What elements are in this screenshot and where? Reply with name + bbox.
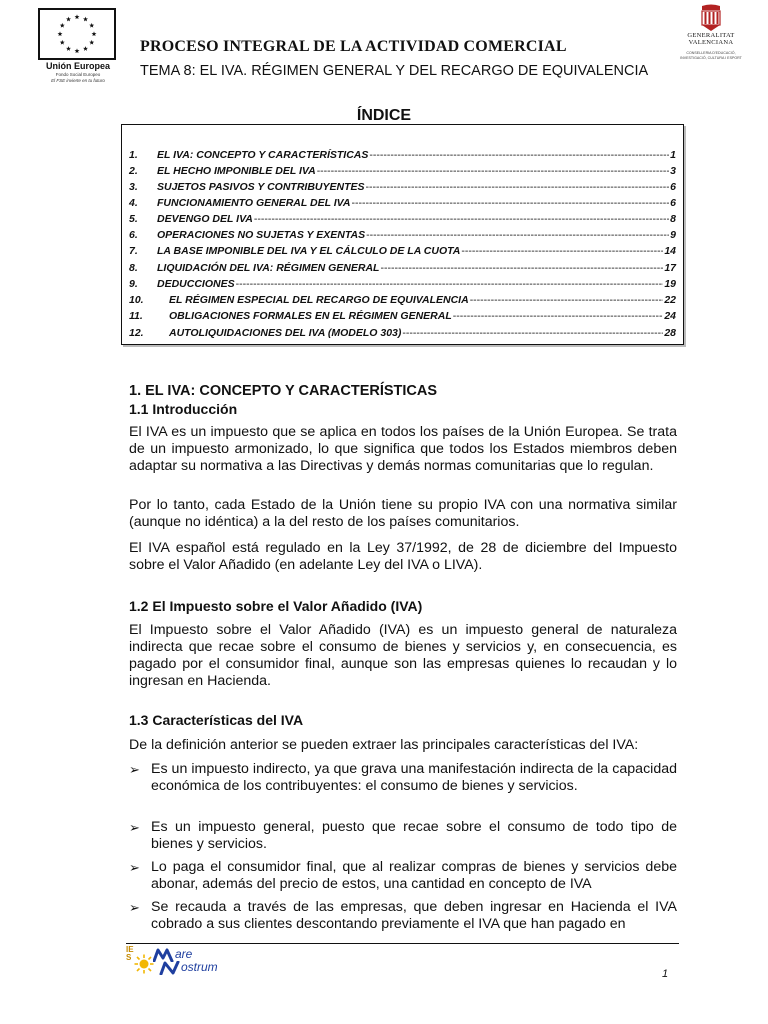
paragraph: De la definición anterior se pueden extraer las principales características del IVA: bbox=[129, 737, 639, 753]
list-item: ➢ Se recauda a través de las empresas, que deben ingresar en Hacienda el IVA cobrado a sus clientes descontando previamente el IVA que han pagado en bbox=[129, 899, 677, 932]
school-logo bbox=[125, 946, 265, 976]
eu-logo bbox=[38, 8, 118, 90]
toc-item[interactable]: 1. EL IVA: CONCEPTO Y CARACTERÍSTICAS ----- 1 bbox=[129, 148, 676, 162]
toc-item-page: 24 bbox=[664, 310, 676, 322]
toc-item[interactable]: 12. AUTOLIQUIDACIONES DEL IVA (MODELO 303) ----- 28 bbox=[129, 326, 676, 340]
generalitat-conselleria: CONSELLERIA D'EDUCACIÓ, INVESTIGACIÓ, CULTURA I ESPORT bbox=[680, 51, 742, 60]
toc-item-title: DEVENGO DEL IVA bbox=[157, 213, 253, 225]
eu-logo-name: Unión Europea bbox=[45, 61, 110, 71]
toc-item-page: 14 bbox=[664, 245, 676, 257]
eu-star-icon bbox=[58, 31, 63, 36]
generalitat-crest-icon bbox=[698, 4, 724, 32]
toc-item[interactable]: 3. SUJETOS PASIVOS Y CONTRIBUYENTES ----- 6 bbox=[129, 180, 676, 194]
arrow-bullet-icon: ➢ bbox=[129, 820, 140, 835]
toc-item-title: EL IVA: CONCEPTO Y CARACTERÍSTICAS bbox=[157, 149, 369, 161]
school-logo-word1: are bbox=[175, 947, 193, 961]
toc-item-title: OBLIGACIONES FORMALES EN EL RÉGIMEN GENERAL bbox=[169, 310, 452, 322]
eu-star-icon bbox=[75, 14, 80, 19]
toc-item[interactable]: 8. LIQUIDACIÓN DEL IVA: RÉGIMEN GENERAL ----- 17 bbox=[129, 261, 676, 275]
index-heading: ÍNDICE bbox=[356, 107, 412, 124]
arrow-bullet-icon: ➢ bbox=[129, 860, 140, 875]
subsection-heading: 1.1 Introducción bbox=[129, 401, 238, 417]
toc-item-page: 17 bbox=[664, 262, 676, 274]
toc-item-title: DEDUCCIONES bbox=[157, 278, 235, 290]
toc-item[interactable]: 7. LA BASE IMPONIBLE DEL IVA Y EL CÁLCULO DE LA CUOTA ----- 14 bbox=[129, 244, 676, 258]
toc-item[interactable]: 10. EL RÉGIMEN ESPECIAL DEL RECARGO DE EQUIVALENCIA ----- 22 bbox=[129, 293, 676, 307]
paragraph: El IVA español está regulado en la Ley 37/1992, de 28 de diciembre del Impuesto sobre el Valor Añadido (en adelante Ley del IVA o LIVA). bbox=[129, 540, 677, 573]
toc-item-title: AUTOLIQUIDACIONES DEL IVA (MODELO 303) bbox=[169, 327, 402, 339]
toc-leader bbox=[470, 293, 664, 307]
toc-item-title: LA BASE IMPONIBLE DEL IVA Y EL CÁLCULO DE LA CUOTA bbox=[157, 245, 461, 257]
toc-leader bbox=[461, 244, 663, 258]
toc-item-title: EL HECHO IMPONIBLE DEL IVA bbox=[157, 165, 316, 177]
eu-star-icon bbox=[66, 17, 71, 22]
toc-item-page: 3 bbox=[670, 165, 676, 177]
toc-leader bbox=[317, 164, 669, 178]
toc-item-page: 8 bbox=[670, 213, 676, 225]
toc-item[interactable]: 11. OBLIGACIONES FORMALES EN EL RÉGIMEN GENERAL ----- 24 bbox=[129, 309, 676, 323]
toc-item-page: 6 bbox=[670, 181, 676, 193]
toc-leader bbox=[380, 261, 663, 275]
toc-item-page: 22 bbox=[664, 294, 676, 306]
eu-star-icon bbox=[89, 23, 94, 28]
eu-star-icon bbox=[83, 46, 88, 51]
toc-leader bbox=[236, 277, 664, 291]
toc-item-page: 6 bbox=[670, 197, 676, 209]
toc-item-page: 1 bbox=[670, 149, 676, 161]
toc-leader bbox=[366, 180, 670, 194]
paragraph: Por lo tanto, cada Estado de la Unión tiene su propio IVA con una normativa similar (aunque no idéntica) a la del resto de los países comunitarios. bbox=[129, 497, 677, 530]
footer-divider bbox=[126, 943, 679, 944]
list-item: ➢ Es un impuesto general, puesto que recae sobre el consumo de todo tipo de bienes y servicios. bbox=[129, 819, 677, 852]
eu-star-icon bbox=[60, 23, 65, 28]
generalitat-name: GENERALITAT VALENCIANA bbox=[687, 32, 735, 46]
toc-leader bbox=[402, 326, 663, 340]
eu-logo-slogan: El FSE invierte en tu futuro bbox=[51, 78, 105, 83]
letter-m-mark bbox=[153, 948, 175, 962]
eu-star-icon bbox=[83, 17, 88, 22]
toc-leader bbox=[369, 148, 669, 162]
document-subtitle: TEMA 8: EL IVA. RÉGIMEN GENERAL Y DEL RECARGO DE EQUIVALENCIA bbox=[140, 63, 649, 79]
letter-n-mark bbox=[159, 961, 181, 975]
eu-star-icon bbox=[60, 40, 65, 45]
document-title: PROCESO INTEGRAL DE LA ACTIVIDAD COMERCIAL bbox=[140, 38, 567, 55]
toc-item[interactable]: 6. OPERACIONES NO SUJETAS Y EXENTAS ----- 9 bbox=[129, 228, 676, 242]
section-heading: 1. EL IVA: CONCEPTO Y CARACTERÍSTICAS bbox=[129, 383, 438, 399]
paragraph: El Impuesto sobre el Valor Añadido (IVA) es un impuesto general de naturaleza indirecta que recae sobre el consumo de bienes y servicios y, en consecuencia, es pagado por el consumidor final, aunque son las empresas quienes lo recaudan y lo ingresan en Hacienda. bbox=[129, 622, 677, 689]
school-logo-prefix: IES bbox=[126, 945, 134, 962]
toc-item-title: EL RÉGIMEN ESPECIAL DEL RECARGO DE EQUIVALENCIA bbox=[169, 294, 469, 306]
eu-star-icon bbox=[89, 40, 94, 45]
toc-item[interactable]: 9. DEDUCCIONES ----- 19 bbox=[129, 277, 676, 291]
eu-logo-fund: Fondo Social Europeo bbox=[55, 72, 101, 77]
arrow-bullet-icon: ➢ bbox=[129, 762, 140, 777]
eu-star-icon bbox=[92, 31, 97, 36]
toc-item-title: LIQUIDACIÓN DEL IVA: RÉGIMEN GENERAL bbox=[157, 262, 380, 274]
school-logo-word2: ostrum bbox=[181, 960, 218, 974]
toc-item-page: 9 bbox=[670, 229, 676, 241]
toc-item[interactable]: 2. EL HECHO IMPONIBLE DEL IVA ----- 3 bbox=[129, 164, 676, 178]
toc-item-title: SUJETOS PASIVOS Y CONTRIBUYENTES bbox=[157, 181, 365, 193]
toc-item-page: 28 bbox=[664, 327, 676, 339]
toc-leader bbox=[352, 196, 670, 210]
eu-star-icon bbox=[75, 48, 80, 53]
eu-star-icon bbox=[66, 46, 71, 51]
paragraph: El IVA es un impuesto que se aplica en todos los países de la Unión Europea. Se trata de un impuesto armonizado, lo que significa que todos los Estados miembros deben adaptar su normativa a las Directivas y demás normas comunitarias que lo regulan. bbox=[129, 424, 677, 474]
toc-item[interactable]: 5. DEVENGO DEL IVA ----- 8 bbox=[129, 212, 676, 226]
sun-icon bbox=[134, 954, 154, 974]
arrow-bullet-icon: ➢ bbox=[129, 900, 140, 915]
generalitat-logo bbox=[676, 4, 746, 76]
toc-leader bbox=[366, 228, 669, 242]
page-number: 1 bbox=[662, 968, 669, 980]
eu-flag-icon bbox=[38, 8, 116, 60]
list-item: ➢ Lo paga el consumidor final, que al realizar compras de bienes y servicios debe abonar, además del precio de estos, una cantidad en concepto de IVA bbox=[129, 859, 677, 892]
subsection-heading: 1.3 Características del IVA bbox=[129, 712, 304, 728]
toc-item-title: OPERACIONES NO SUJETAS Y EXENTAS bbox=[157, 229, 366, 241]
list-item: ➢ Es un impuesto indirecto, ya que grava una manifestación indirecta de la capacidad económica de los contribuyentes: el consumo de bienes y servicios. bbox=[129, 761, 677, 794]
toc-item-page: 19 bbox=[664, 278, 676, 290]
toc-item[interactable]: 4. FUNCIONAMIENTO GENERAL DEL IVA ----- 6 bbox=[129, 196, 676, 210]
toc-item-title: FUNCIONAMIENTO GENERAL DEL IVA bbox=[157, 197, 351, 209]
toc-leader bbox=[453, 309, 664, 323]
toc-leader bbox=[254, 212, 669, 226]
subsection-heading: 1.2 El Impuesto sobre el Valor Añadido (IVA) bbox=[129, 598, 423, 614]
